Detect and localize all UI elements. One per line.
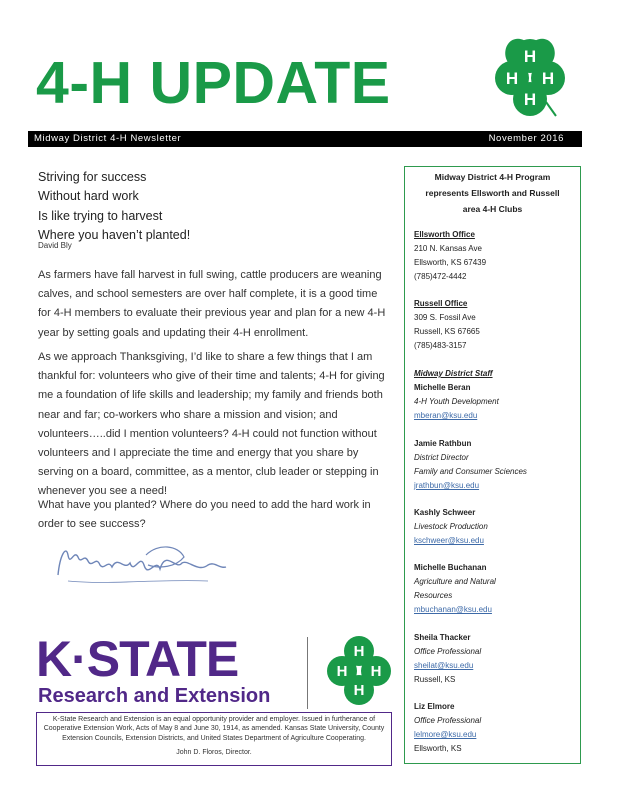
- russell-office: Russell Office 309 S. Fossil Ave Russell, KS 67665 (785)483-3157: [414, 299, 480, 350]
- body-paragraph: As farmers have fall harvest in full swing, cattle producers are weaning calves, and school semesters are over half complete, it is a good time for 4-H members to evaluate their previous year and plan for a new 4-H year by setting goals and updating their 4-H enrollment.: [38, 269, 386, 339]
- disclaimer-box: [36, 712, 392, 766]
- svg-text:H: H: [541, 69, 555, 88]
- contact-sidebar: [404, 166, 581, 764]
- staff-member: Liz Elmore Office Professional lelmore@ksu.edu Ellsworth, KS: [414, 702, 482, 753]
- svg-text:H: H: [370, 663, 382, 680]
- svg-text:H: H: [523, 47, 537, 66]
- ellsworth-office: Ellsworth Office 210 N. Kansas Ave Ellsworth, KS 67439 (785)472-4442: [414, 230, 487, 281]
- staff-member: Jamie Rathbun District Director Family and Consumer Sciences jrathbun@ksu.edu: [414, 439, 527, 490]
- email-link[interactable]: lelmore@ksu.edu: [414, 730, 477, 739]
- newsletter-name: Midway District 4-H Newsletter: [34, 133, 182, 144]
- 4h-clover-logo-footer: [320, 634, 398, 710]
- 4h-clover-logo: [484, 36, 576, 120]
- poem: [38, 168, 190, 246]
- svg-text:H: H: [353, 643, 365, 660]
- signature: [48, 535, 238, 597]
- staff-heading: Midway District Staff: [414, 369, 493, 378]
- svg-text:H: H: [353, 682, 365, 699]
- staff-member: Kashly Schweer Livestock Production kschweer@ksu.edu: [414, 508, 488, 545]
- body-paragraph: What have you planted? Where do you need to add the hard work in order to see success?: [38, 499, 371, 531]
- poem-author: David Bly: [38, 241, 72, 250]
- kstate-wordmark: K·STATE: [36, 631, 239, 687]
- svg-text:H: H: [336, 663, 348, 680]
- email-link[interactable]: mberan@ksu.edu: [414, 411, 478, 420]
- svg-text:H: H: [523, 90, 537, 109]
- poem-line: Where you haven’t planted!: [38, 228, 191, 243]
- svg-text:H: H: [505, 69, 519, 88]
- kstate-subtitle: Research and Extension: [38, 685, 271, 707]
- issue-date: November 2016: [488, 133, 564, 144]
- director-line: John D. Floros, Director.: [176, 749, 252, 757]
- staff-member: Michelle Buchanan Agriculture and Natural Resources mbuchanan@ksu.edu: [414, 563, 496, 614]
- email-link[interactable]: mbuchanan@ksu.edu: [414, 605, 492, 614]
- poem-line: Striving for success: [38, 170, 147, 184]
- sidebar-heading: Midway District 4-H Program represents Ellsworth and Russell area 4-H Clubs: [425, 172, 560, 214]
- disclaimer-text: K-State Research and Extension is an equal opportunity provider and employer. Issued in furtherance of Cooperative Extension Work, Acts of May 8 and June 30, 1914, as amended. Kansas State University, County Extension Councils, Extension Districts, and United States Department of Agriculture Cooperating.: [43, 716, 385, 742]
- newsletter-banner: [28, 131, 582, 147]
- newsletter-title: 4-H UPDATE: [36, 50, 391, 116]
- footer-divider: [307, 637, 308, 709]
- email-link[interactable]: kschweer@ksu.edu: [414, 536, 484, 545]
- email-link[interactable]: jrathbun@ksu.edu: [414, 481, 480, 490]
- email-link[interactable]: sheilat@ksu.edu: [414, 661, 474, 670]
- staff-member: Sheila Thacker Office Professional sheilat@ksu.edu Russell, KS: [414, 633, 482, 684]
- poem-line: Is like trying to harvest: [38, 208, 163, 223]
- staff-member: Midway District Staff Michelle Beran 4-H Youth Development mberan@ksu.edu: [414, 369, 499, 420]
- poem-line: Without hard work: [38, 189, 139, 204]
- body-paragraph: As we approach Thanksgiving, I’d like to share a few things that I am thankful for: volunteers who give of their time and talents; 4-H for giving me a foundation of life skills and leadership; my family and friends both near and far; co-workers who share a mission and vision; and volunteers…..did I mention volunteers? 4-H could not function without volunteers and I appreciate the time and energy that you share by serving on a board, committee, as a mentor, club leader or stepping in whenever you see a need!: [38, 351, 385, 498]
